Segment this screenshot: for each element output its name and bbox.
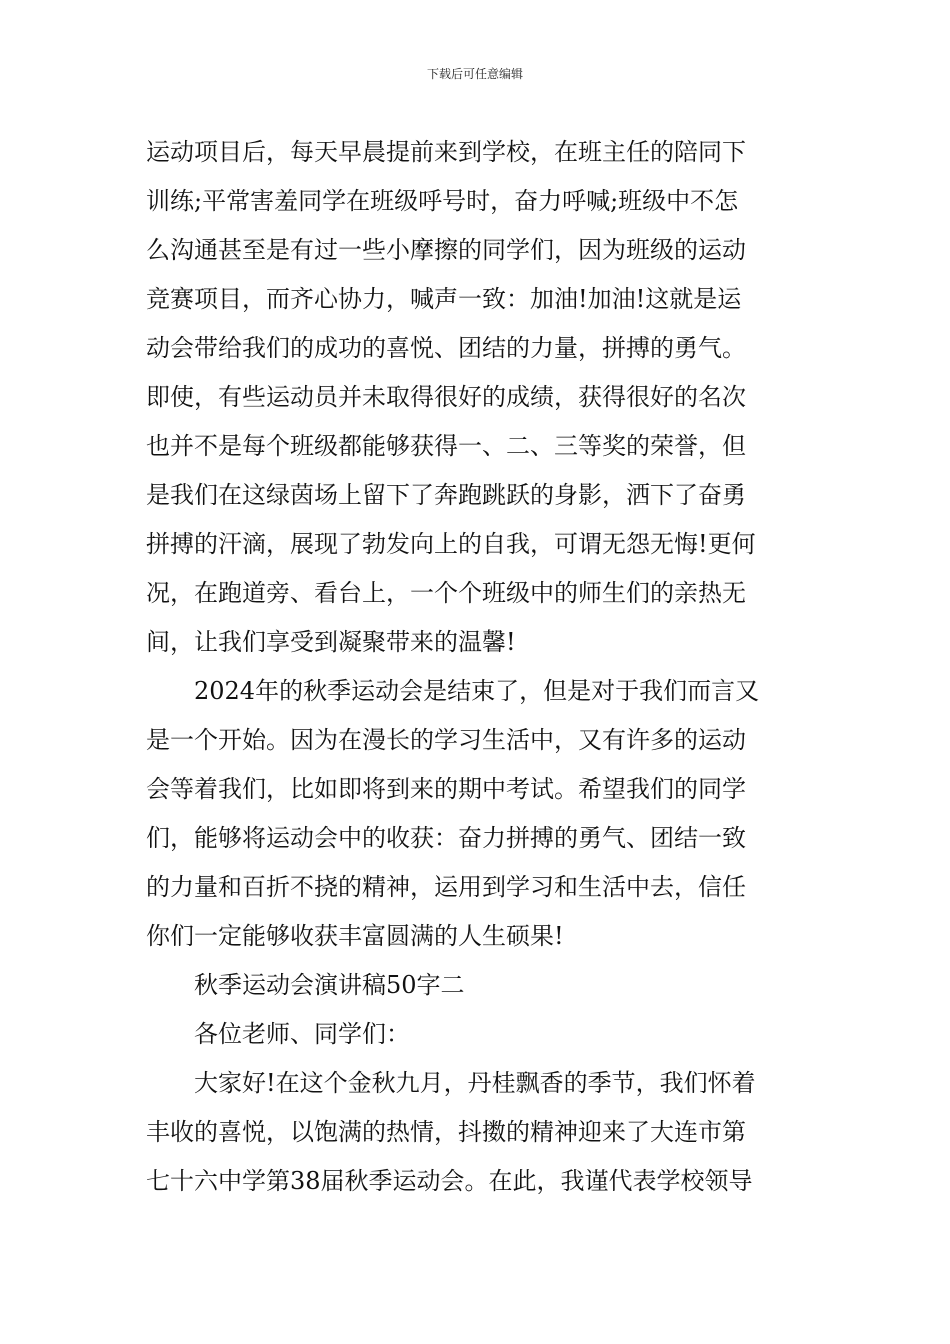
salutation: 各位老师、同学们： bbox=[194, 1020, 410, 1048]
text-line: 是一个开始。因为在漫长的学习生活中，又有许多的运动 bbox=[146, 726, 746, 754]
text-line: 况，在跑道旁、看台上，一个个班级中的师生们的亲热无 bbox=[146, 579, 746, 607]
text-line: 训练;平常害羞同学在班级呼号时，奋力呼喊;班级中不怎 bbox=[146, 187, 739, 215]
text-line: 么沟通甚至是有过一些小摩擦的同学们，因为班级的运动 bbox=[146, 236, 746, 264]
section-title: 秋季运动会演讲稿50字二 bbox=[194, 971, 465, 999]
text-line: 的力量和百折不挠的精神，运用到学习和生活中去，信任 bbox=[146, 873, 746, 901]
text-line: 也并不是每个班级都能够获得一、二、三等奖的荣誉，但 bbox=[146, 432, 746, 460]
paragraph-start-line: 2024年的秋季运动会是结束了，但是对于我们而言又 bbox=[194, 677, 760, 705]
text-line: 运动项目后，每天早晨提前来到学校，在班主任的陪同下 bbox=[146, 138, 746, 166]
body-text bbox=[146, 128, 816, 1206]
text-line: 七十六中学第38届秋季运动会。在此，我谨代表学校领导 bbox=[146, 1167, 753, 1195]
text-line: 动会带给我们的成功的喜悦、团结的力量，拼搏的勇气。 bbox=[146, 334, 746, 362]
text-line: 会等着我们，比如即将到来的期中考试。希望我们的同学 bbox=[146, 775, 746, 803]
text-line: 即使，有些运动员并未取得很好的成绩，获得很好的名次 bbox=[146, 383, 746, 411]
text-line: 们，能够将运动会中的收获：奋力拼搏的勇气、团结一致 bbox=[146, 824, 746, 852]
page-header: 下载后可任意编辑 bbox=[426, 67, 523, 81]
text-line: 是我们在这绿茵场上留下了奔跑跳跃的身影，洒下了奋勇 bbox=[146, 481, 746, 509]
text-line: 拼搏的汗滴，展现了勃发向上的自我，可谓无怨无悔!更何 bbox=[146, 530, 756, 558]
text-line: 丰收的喜悦，以饱满的热情，抖擞的精神迎来了大连市第 bbox=[146, 1118, 746, 1146]
text-line: 间，让我们享受到凝聚带来的温馨! bbox=[146, 628, 516, 656]
paragraph-start-line: 大家好!在这个金秋九月，丹桂飘香的季节，我们怀着 bbox=[194, 1069, 756, 1097]
text-line: 竞赛项目，而齐心协力，喊声一致：加油!加油!这就是运 bbox=[146, 285, 742, 313]
text-line: 你们一定能够收获丰富圆满的人生硕果! bbox=[146, 922, 564, 950]
